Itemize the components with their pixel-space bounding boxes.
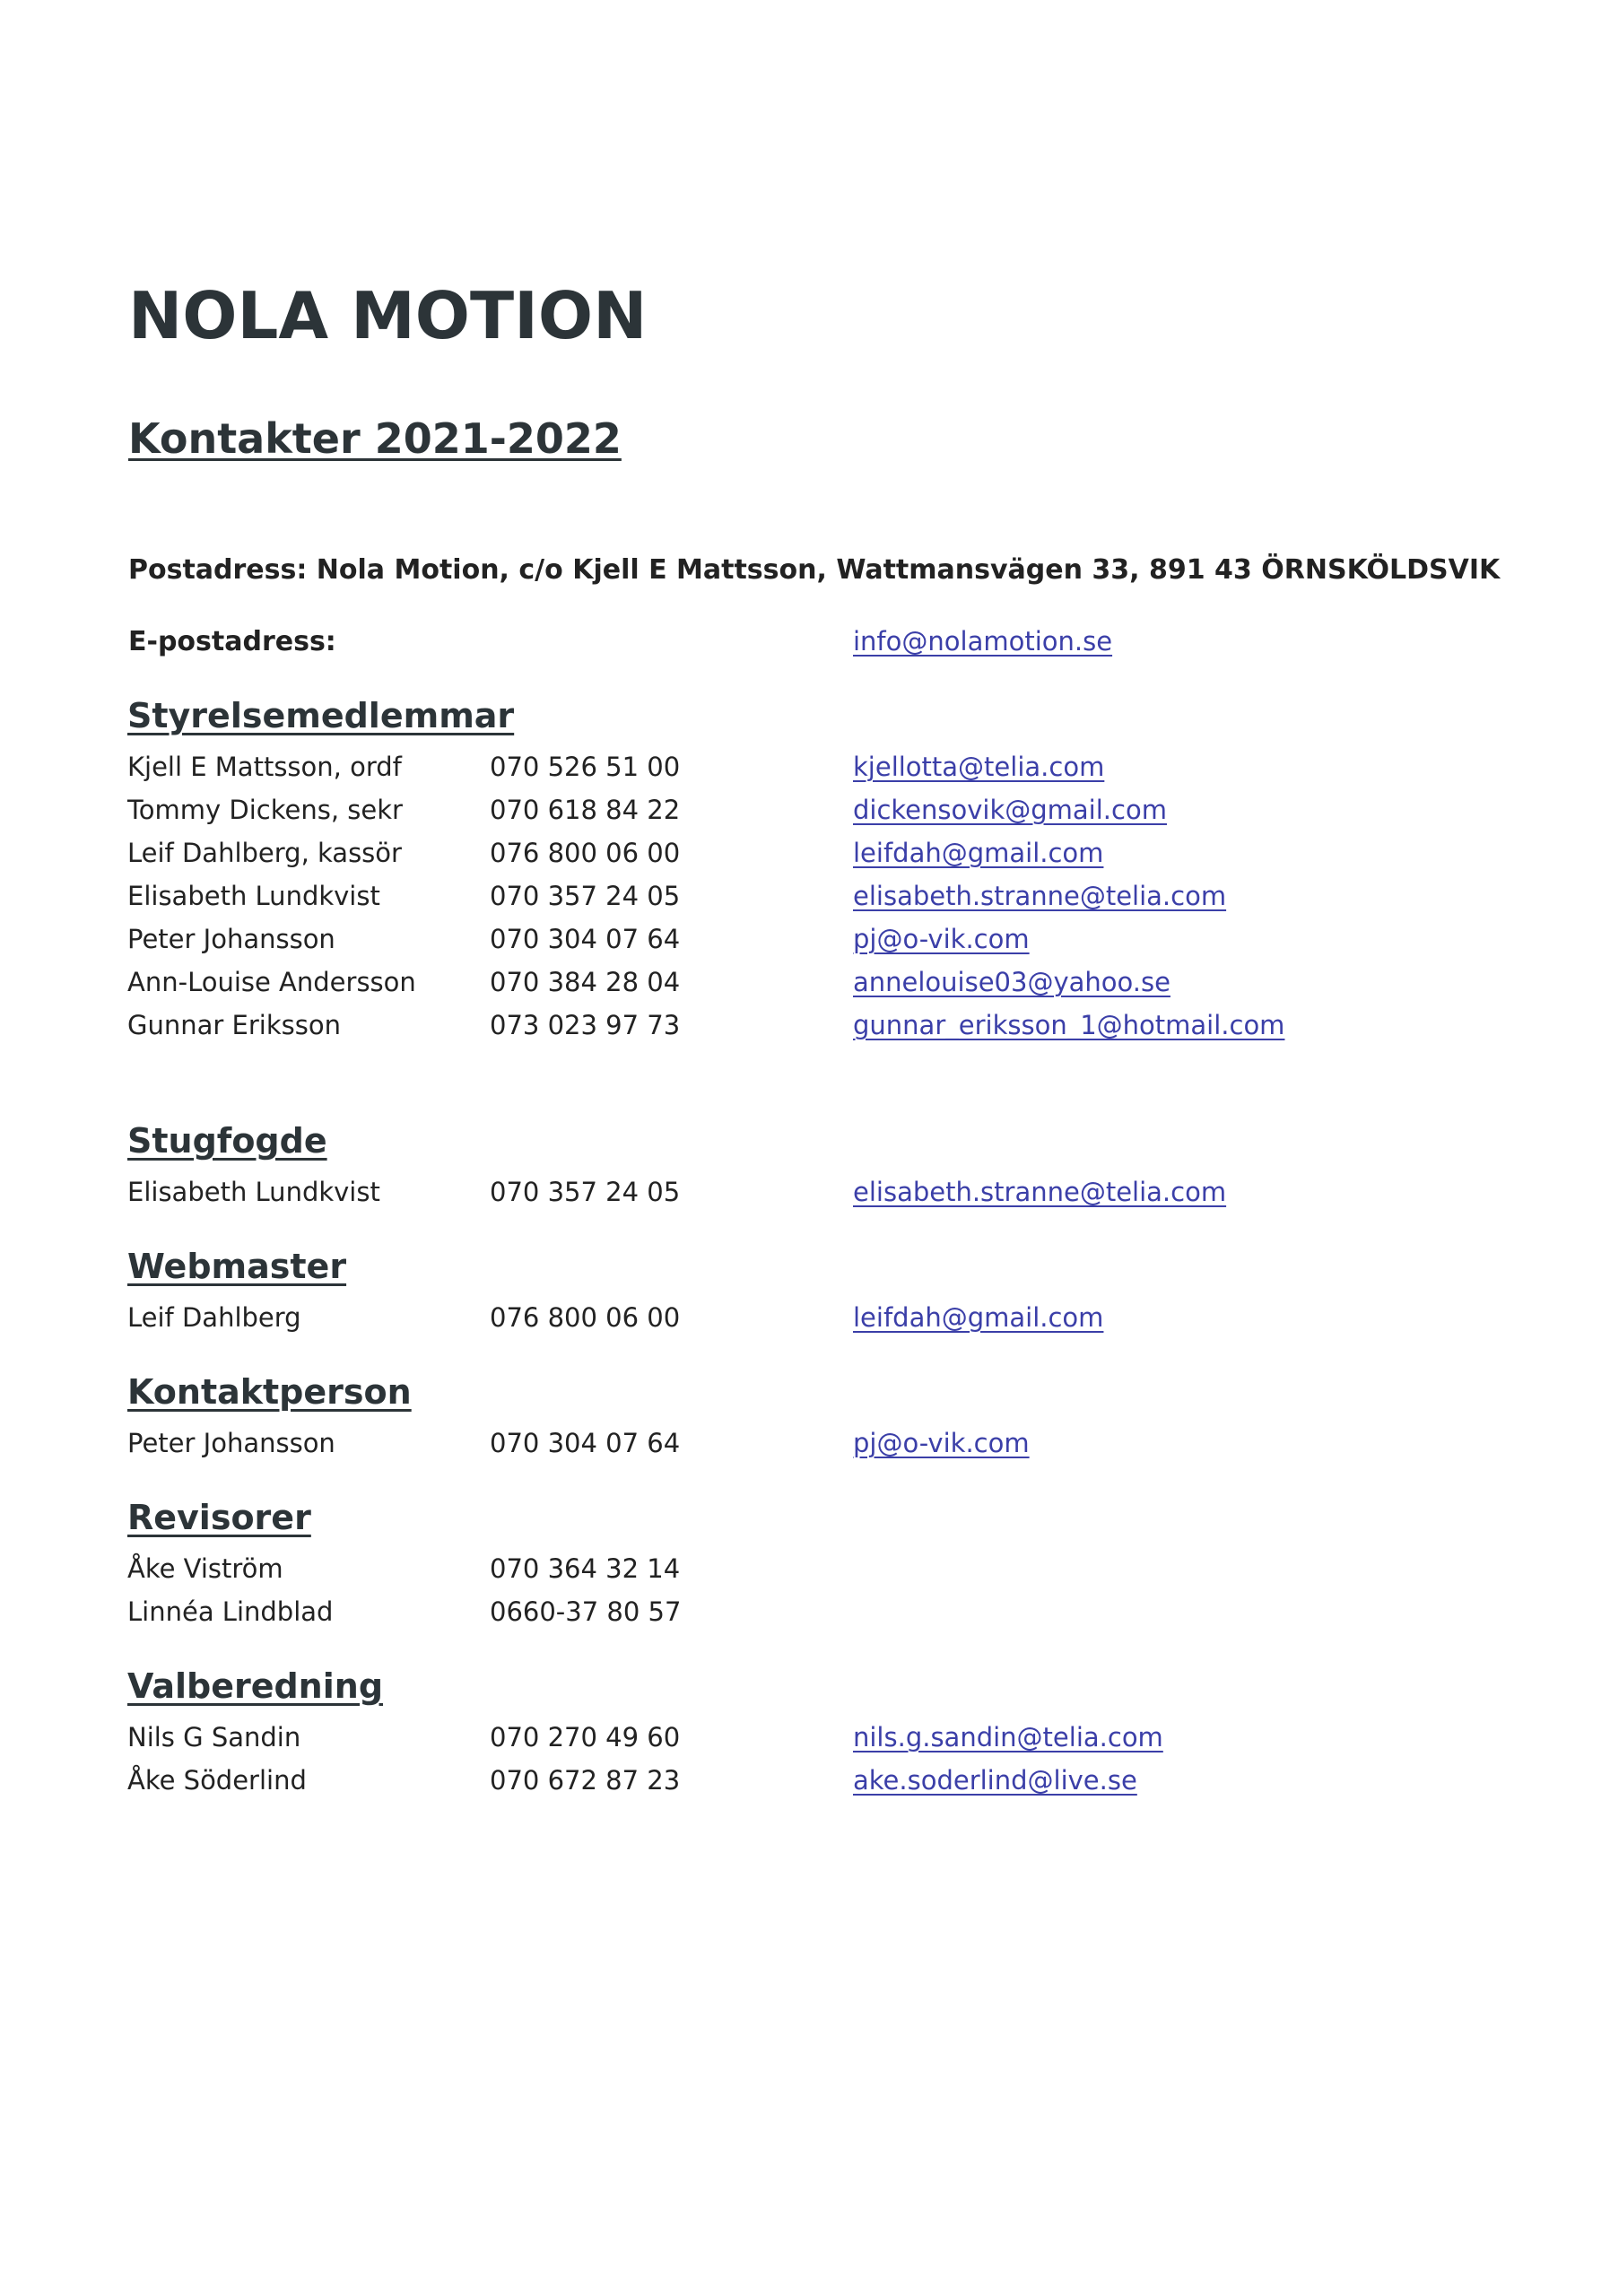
contact-name: Gunnar Eriksson <box>127 1010 341 1040</box>
contact-email-link[interactable]: nils.g.sandin@telia.com <box>853 1722 1163 1752</box>
contact-phone: 070 618 84 22 <box>490 795 681 825</box>
contact-phone: 070 364 32 14 <box>490 1553 681 1584</box>
contact-email-link[interactable]: elisabeth.stranne@telia.com <box>853 1177 1227 1207</box>
contact-phone: 070 304 07 64 <box>490 1428 681 1458</box>
contact-name: Kjell E Mattsson, ordf <box>127 752 402 782</box>
contact-phone: 070 357 24 05 <box>490 881 681 911</box>
contact-email-link[interactable]: pj@o-vik.com <box>853 924 1030 954</box>
contact-email-link[interactable]: leifdah@gmail.com <box>853 838 1104 868</box>
document-title: NOLA MOTION <box>128 278 648 353</box>
contact-name: Elisabeth Lundkvist <box>127 1177 380 1207</box>
contact-phone: 070 304 07 64 <box>490 924 681 954</box>
contact-name: Åke Söderlind <box>127 1765 307 1796</box>
contact-email-link[interactable]: ake.soderlind@live.se <box>853 1765 1137 1796</box>
contact-name: Leif Dahlberg <box>127 1302 301 1333</box>
section-heading-kontaktperson: Kontaktperson <box>127 1372 412 1412</box>
contact-phone: 070 526 51 00 <box>490 752 681 782</box>
contact-name: Linnéa Lindblad <box>127 1596 334 1627</box>
contact-name: Åke Viström <box>127 1553 283 1584</box>
contact-name: Ann-Louise Andersson <box>127 967 416 997</box>
contact-phone: 076 800 06 00 <box>490 838 681 868</box>
contact-name: Peter Johansson <box>127 1428 335 1458</box>
section-heading-valberedning: Valberedning <box>127 1666 384 1706</box>
contact-name: Leif Dahlberg, kassör <box>127 838 402 868</box>
contact-phone: 070 270 49 60 <box>490 1722 681 1752</box>
document-subtitle: Kontakter 2021-2022 <box>128 414 622 463</box>
contact-email-link[interactable]: dickensovik@gmail.com <box>853 795 1167 825</box>
contact-phone: 070 384 28 04 <box>490 967 681 997</box>
contact-phone: 076 800 06 00 <box>490 1302 681 1333</box>
main-email-link[interactable]: info@nolamotion.se <box>853 626 1113 657</box>
contact-name: Nils G Sandin <box>127 1722 301 1752</box>
contact-phone: 0660-37 80 57 <box>490 1596 682 1627</box>
contact-email-link[interactable]: gunnar_eriksson_1@hotmail.com <box>853 1010 1285 1040</box>
contact-name: Peter Johansson <box>127 924 335 954</box>
section-heading-stugfogde: Stugfogde <box>127 1121 327 1161</box>
contact-phone: 073 023 97 73 <box>490 1010 681 1040</box>
section-heading-styrelse: Styrelsemedlemmar <box>127 696 515 735</box>
email-label: E-postadress: <box>128 626 336 657</box>
postal-address: Postadress: Nola Motion, c/o Kjell E Mattsson, Wattmansvägen 33, 891 43 ÖRNSKÖLDSVIK <box>128 554 1501 586</box>
contact-email-link[interactable]: elisabeth.stranne@telia.com <box>853 881 1227 911</box>
contact-email-link[interactable]: kjellotta@telia.com <box>853 752 1105 782</box>
section-heading-revisorer: Revisorer <box>127 1498 311 1537</box>
contact-email-link[interactable]: annelouise03@yahoo.se <box>853 967 1171 997</box>
contact-name: Elisabeth Lundkvist <box>127 881 380 911</box>
contact-phone: 070 672 87 23 <box>490 1765 681 1796</box>
contact-name: Tommy Dickens, sekr <box>127 795 403 825</box>
contact-phone: 070 357 24 05 <box>490 1177 681 1207</box>
contact-email-link[interactable]: leifdah@gmail.com <box>853 1302 1104 1333</box>
contact-email-link[interactable]: pj@o-vik.com <box>853 1428 1030 1458</box>
section-heading-webmaster: Webmaster <box>127 1247 347 1286</box>
